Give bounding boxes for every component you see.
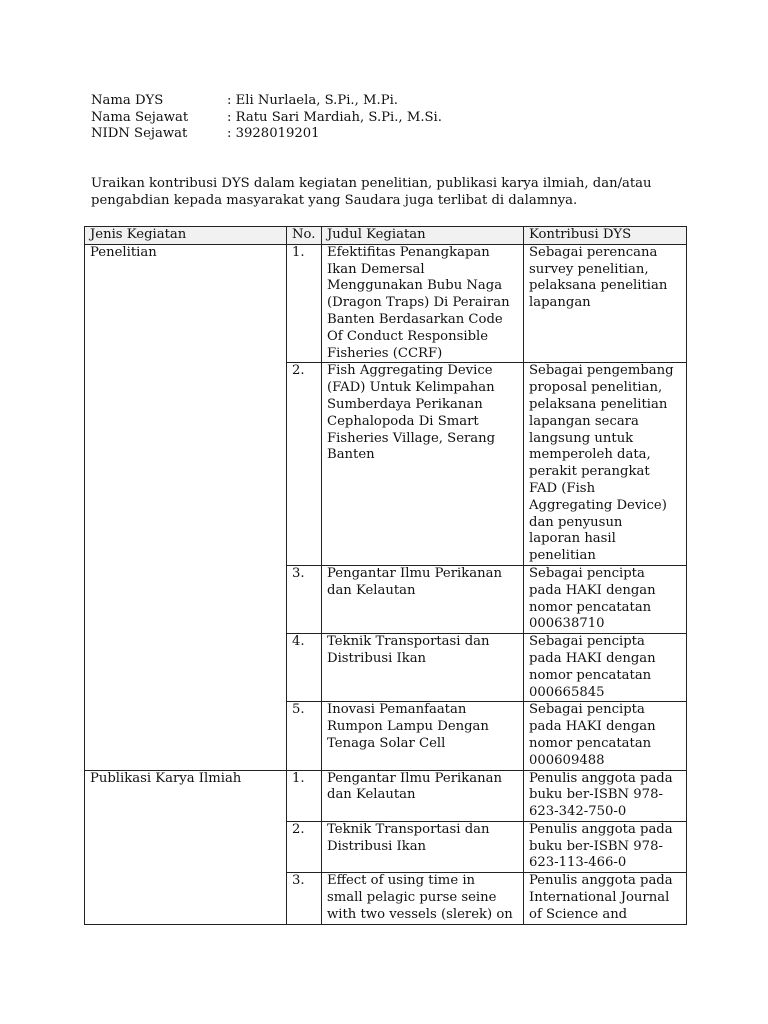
category-cell	[85, 634, 287, 702]
info-label: NIDN Sejawat	[91, 126, 188, 141]
table-row	[85, 565, 687, 633]
row-number: 2.	[287, 363, 322, 566]
category-cell	[85, 363, 287, 566]
contribution-text: Sebagai pencipta pada HAKI dengan nomor pencatatan 000638710	[524, 565, 687, 633]
column-header-no: No.	[287, 227, 322, 245]
row-number: 1.	[287, 770, 322, 821]
table-row	[85, 873, 687, 924]
category-cell: Penelitian	[85, 244, 287, 363]
category-cell	[85, 821, 287, 872]
column-header-judul-kegiatan: Judul Kegiatan	[322, 227, 524, 245]
table-row	[85, 634, 687, 702]
row-number: 5.	[287, 702, 322, 770]
column-header-jenis-kegiatan: Jenis Kegiatan	[85, 227, 287, 245]
row-number: 2.	[287, 821, 322, 872]
table-row	[85, 244, 687, 363]
info-label: Nama Sejawat	[91, 109, 189, 125]
contribution-text: Penulis anggota pada buku ber-ISBN 978- 623-342-750-0	[524, 770, 687, 821]
intro-line: pengabdian kepada masyarakat yang Saudara juga terlibat di dalamnya.	[91, 192, 578, 208]
table-row	[85, 821, 687, 872]
table-header-row	[85, 227, 687, 245]
activity-title: Teknik Transportasi dan Distribusi Ikan	[322, 821, 524, 872]
info-value: : Ratu Sari Mardiah, S.Pi., M.Si.	[227, 109, 442, 125]
activity-title: Effect of using time in small pelagic purse seine with two vessels (slerek) on	[322, 873, 524, 924]
category-cell	[85, 565, 287, 633]
activity-title: Pengantar Ilmu Perikanan dan Kelautan	[322, 565, 524, 633]
contribution-table	[84, 226, 687, 925]
info-value: : 3928019201	[227, 126, 320, 141]
row-number: 4.	[287, 634, 322, 702]
info-row-nidn-sejawat	[91, 126, 442, 143]
table-row	[85, 363, 687, 566]
row-number: 1.	[287, 244, 322, 363]
intro-paragraph	[91, 176, 691, 210]
contribution-text: Sebagai pengembang proposal penelitian, pelaksana penelitian lapangan secara langsung untuk memperoleh data, perakit perangkat FAD (Fish Aggregating Device) dan penyusun laporan hasil penelitian	[524, 363, 687, 566]
activity-title: Inovasi Pemanfaatan Rumpon Lampu Dengan Tenaga Solar Cell	[322, 702, 524, 770]
contribution-text: Sebagai perencana survey penelitian, pelaksana penelitian lapangan	[524, 244, 687, 363]
category-cell	[85, 702, 287, 770]
info-label: Nama DYS	[91, 93, 164, 108]
table-row	[85, 702, 687, 770]
column-header-kontribusi-dys: Kontribusi DYS	[524, 227, 687, 245]
activity-title: Teknik Transportasi dan Distribusi Ikan	[322, 634, 524, 702]
intro-line: Uraikan kontribusi DYS dalam kegiatan penelitian, publikasi karya ilmiah, dan/atau	[91, 176, 652, 191]
contribution-text: Penulis anggota pada International Journal of Science and	[524, 873, 687, 924]
row-number: 3.	[287, 873, 322, 924]
info-row-nama-sejawat	[91, 110, 442, 127]
contribution-text: Penulis anggota pada buku ber-ISBN 978- 623-113-466-0	[524, 821, 687, 872]
info-row-nama-dys	[91, 93, 442, 110]
row-number: 3.	[287, 565, 322, 633]
activity-title: Efektifitas Penangkapan Ikan Demersal Menggunakan Bubu Naga (Dragon Traps) Di Perairan Banten Berdasarkan Code Of Conduct Responsible Fisheries (CCRF)	[322, 244, 524, 363]
contribution-text: Sebagai pencipta pada HAKI dengan nomor pencatatan 000665845	[524, 634, 687, 702]
contribution-text: Sebagai pencipta pada HAKI dengan nomor pencatatan 000609488	[524, 702, 687, 770]
activity-title: Fish Aggregating Device (FAD) Untuk Kelimpahan Sumberdaya Perikanan Cephalopoda Di Smart Fisheries Village, Serang Banten	[322, 363, 524, 566]
info-value: : Eli Nurlaela, S.Pi., M.Pi.	[227, 93, 398, 108]
table-row	[85, 770, 687, 821]
identity-block	[91, 93, 442, 143]
category-cell: Publikasi Karya Ilmiah	[85, 770, 287, 821]
activity-title: Pengantar Ilmu Perikanan dan Kelautan	[322, 770, 524, 821]
category-cell	[85, 873, 287, 924]
